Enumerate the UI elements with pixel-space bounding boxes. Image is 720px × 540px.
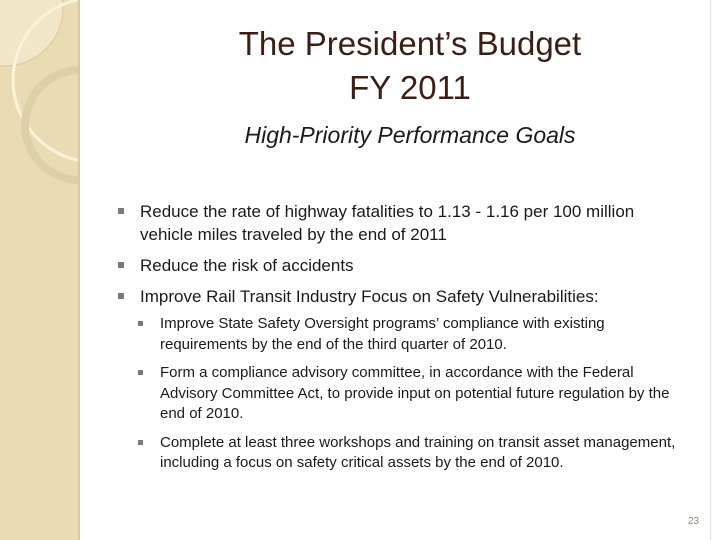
bullet-icon bbox=[118, 208, 124, 214]
goals-list bbox=[118, 200, 688, 482]
bullet-icon bbox=[118, 262, 124, 268]
title-line-2: FY 2011 bbox=[349, 69, 471, 106]
list-item-text: Reduce the risk of accidents bbox=[140, 256, 354, 275]
sub-list-item-text: Complete at least three workshops and training on transit asset management, including a focus on safety critical assets by the end of 2010. bbox=[160, 433, 676, 471]
decorative-sidebar bbox=[0, 0, 80, 540]
slide-subtitle: High-Priority Performance Goals bbox=[244, 122, 576, 148]
sub-list-item-text: Improve State Safety Oversight programs’ compliance with existing requirements by the end of the third quarter of 2010. bbox=[160, 315, 605, 353]
sub-list-item bbox=[138, 314, 688, 355]
list-item bbox=[118, 254, 688, 277]
list-item bbox=[118, 285, 688, 308]
sub-list-item bbox=[138, 433, 688, 474]
slide-title bbox=[150, 22, 670, 110]
right-border bbox=[710, 0, 711, 540]
page-number: 23 bbox=[688, 516, 700, 527]
list-item-text: Improve Rail Transit Industry Focus on Safety Vulnerabilities: bbox=[140, 287, 599, 306]
title-line-1: The President’s Budget bbox=[238, 25, 582, 62]
bullet-icon bbox=[138, 321, 143, 326]
bullet-icon bbox=[118, 293, 124, 299]
sub-list-item bbox=[138, 363, 688, 425]
sub-list-item-text: Form a compliance advisory committee, in accordance with the Federal Advisory Committee Act, to provide input on potential future regulation by the end of 2010. bbox=[160, 364, 670, 422]
list-item-text: Reduce the rate of highway fatalities to 1.13 - 1.16 per 100 million vehicle miles traveled by the end of 2011 bbox=[140, 202, 635, 244]
bullet-icon bbox=[138, 440, 143, 445]
list-item bbox=[118, 200, 688, 246]
circles-decoration bbox=[0, 0, 78, 540]
bullet-icon bbox=[138, 370, 143, 375]
